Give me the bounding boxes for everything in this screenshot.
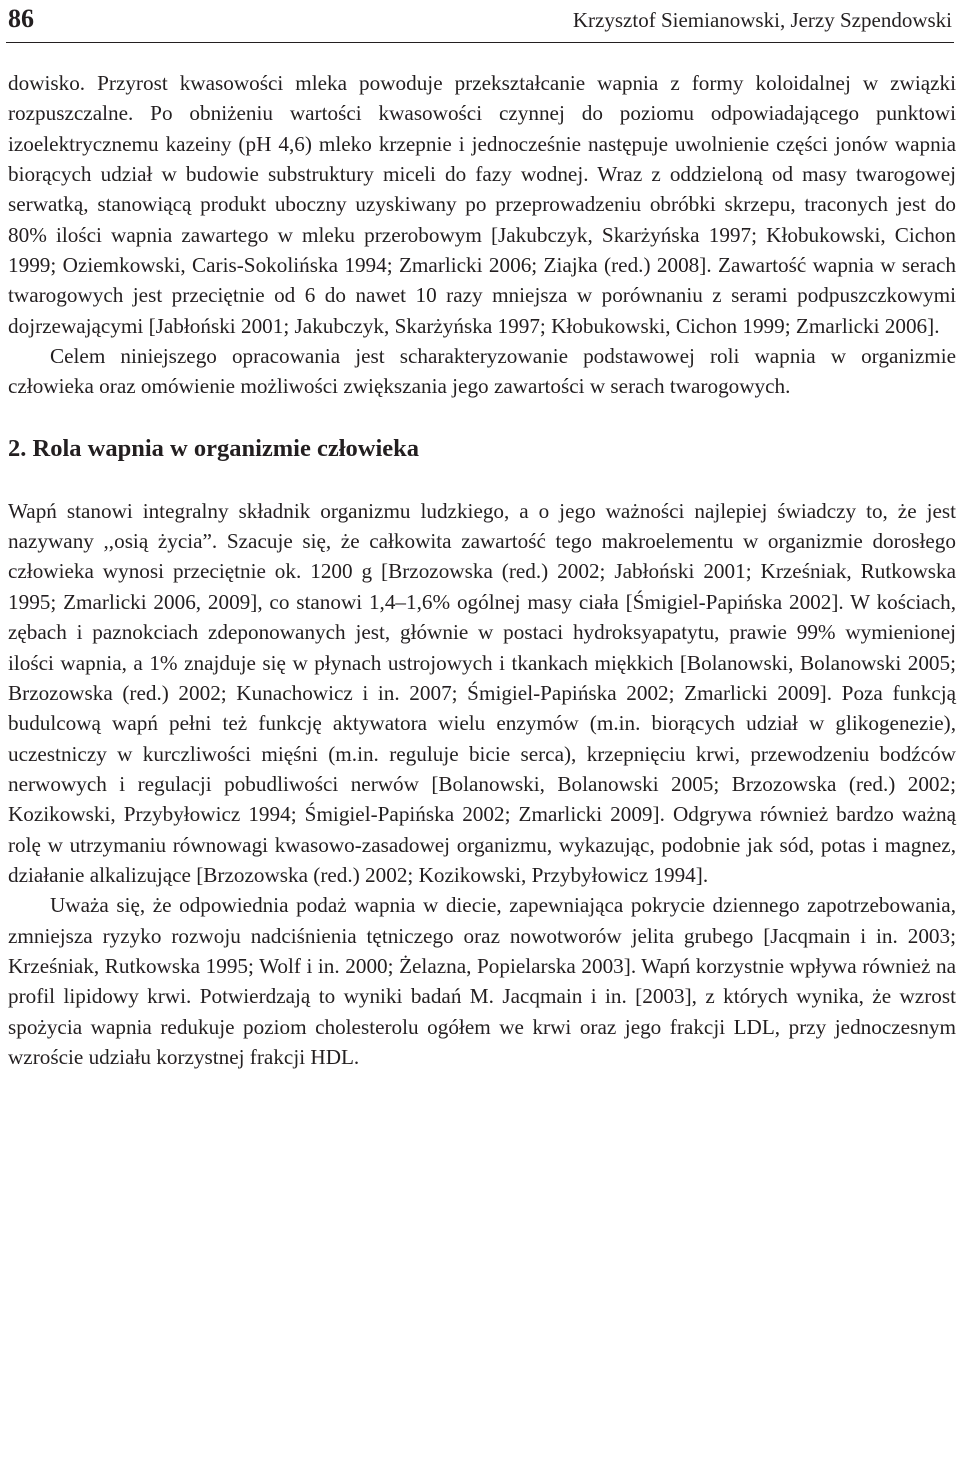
section-heading: 2. Rola wapnia w organizmie człowieka — [8, 434, 420, 462]
paragraph-calcium-diet: Uważa się, że odpowiednia podaż wapnia w diecie, zapewniająca pokrycie dziennego zapotrzebowania, zmniejsza ryzyko rozwoju nadciśnienia tętniczego oraz nowotworów jelita grubego [Jacqmain i in. 2003; Krześniak, Rutkowska 1995; Wolf i in. 2000; Żelazna, Popielarska 2003]. Wapń korzystnie wpływa również na profil lipidowy krwi. Potwierdzają to wyniki badań M. Jacqmain i in. [2003], z których wynika, że wzrost spożycia wapnia redukuje poziom cholesterolu ogółem we krwi oraz jego frakcji LDL, przy jednoczesnym wzroście udziału korzystnej frakcji HDL. — [8, 893, 956, 1069]
body-text — [8, 68, 956, 1072]
running-head-authors: Krzysztof Siemianowski, Jerzy Szpendowski — [572, 8, 952, 32]
paragraph-continued: dowisko. Przyrost kwasowości mleka powoduje przekształcanie wapnia z formy koloidalnej w związki rozpuszczalne. Po obniżeniu wartości kwasowości czynnej do poziomu odpowiadającego punktowi izoelektrycznemu kazeiny (pH 4,6) mleko krzepnie i jednocześnie następuje uwolnienie części jonów wapnia biorących udział w budowie substruktury miceli do fazy wodnej. Wraz z oddzieloną od masy twarogowej serwatką, stanowiącą produkt uboczny uzyskiwany po przeprowadzeniu obróbki skrzepu, traconych jest do 80% ilości wapnia zawartego w mleku przerobowym [Jakubczyk, Skarżyńska 1997; Kłobukowski, Cichon 1999; Oziemkowski, Caris-Sokolińska 1994; Zmarlicki 2006; Ziajka (red.) 2008]. Zawartość wapnia w serach twarogowych jest przeciętnie od 6 do nawet 10 razy mniejsza w porównaniu z serami podpuszczkowymi dojrzewającymi [Jabłoński 2001; Jakubczyk, Skarżyńska 1997; Kłobukowski, Cichon 1999; Zmarlicki 2006]. — [8, 71, 956, 338]
page-number: 86 — [8, 4, 34, 33]
page-header — [6, 2, 954, 43]
paragraph-aim: Celem niniejszego opracowania jest scharakteryzowanie podstawowej roli wapnia w organizmie człowieka oraz omówienie możliwości zwiększania jego zawartości w serach twarogowych. — [8, 344, 956, 399]
paragraph-calcium-role: Wapń stanowi integralny składnik organizmu ludzkiego, a o jego ważności najlepiej świadczy to, że jest nazywany ,,osią życia”. Szacuje się, że całkowita zawartość tego makroelementu w organizmie dorosłego człowieka wynosi przeciętnie ok. 1200 g [Brzozowska (red.) 2002; Jabłoński 2001; Krześniak, Rutkowska 1995; Zmarlicki 2006, 2009], co stanowi 1,4–1,6% ogólnej masy ciała [Śmigiel-Papińska 2002]. W kościach, zębach i paznokciach zdeponowanych jest, głównie w postaci hydroksyapatytu, prawie 99% wymienionej ilości wapnia, a 1% znajduje się w płynach ustrojowych i tkankach miękkich [Bolanowski, Bolanowski 2005; Brzozowska (red.) 2002; Kunachowicz i in. 2007; Śmigiel-Papińska 2002; Zmarlicki 2009]. Poza funkcją budulcową wapń pełni też funkcję aktywatora wielu enzymów (m.in. biorących udział w glikogenezie), uczestniczy w kurczliwości mięśni (m.in. reguluje bicie serca), krzepnięciu krwi, przewodzeniu bodźców nerwowych i regulacji pobudliwości nerwów [Bolanowski, Bolanowski 2005; Brzozowska (red.) 2002; Kozikowski, Przybyłowicz 1994; Śmigiel-Papińska 2002; Zmarlicki 2009]. Odgrywa również bardzo ważną rolę w utrzymaniu równowagi kwasowo-zasadowej organizmu, wykazując, podobnie jak sód, potas i magnez, działanie alkalizujące [Brzozowska (red.) 2002; Kozikowski, Przybyłowicz 1994]. — [8, 498, 956, 887]
